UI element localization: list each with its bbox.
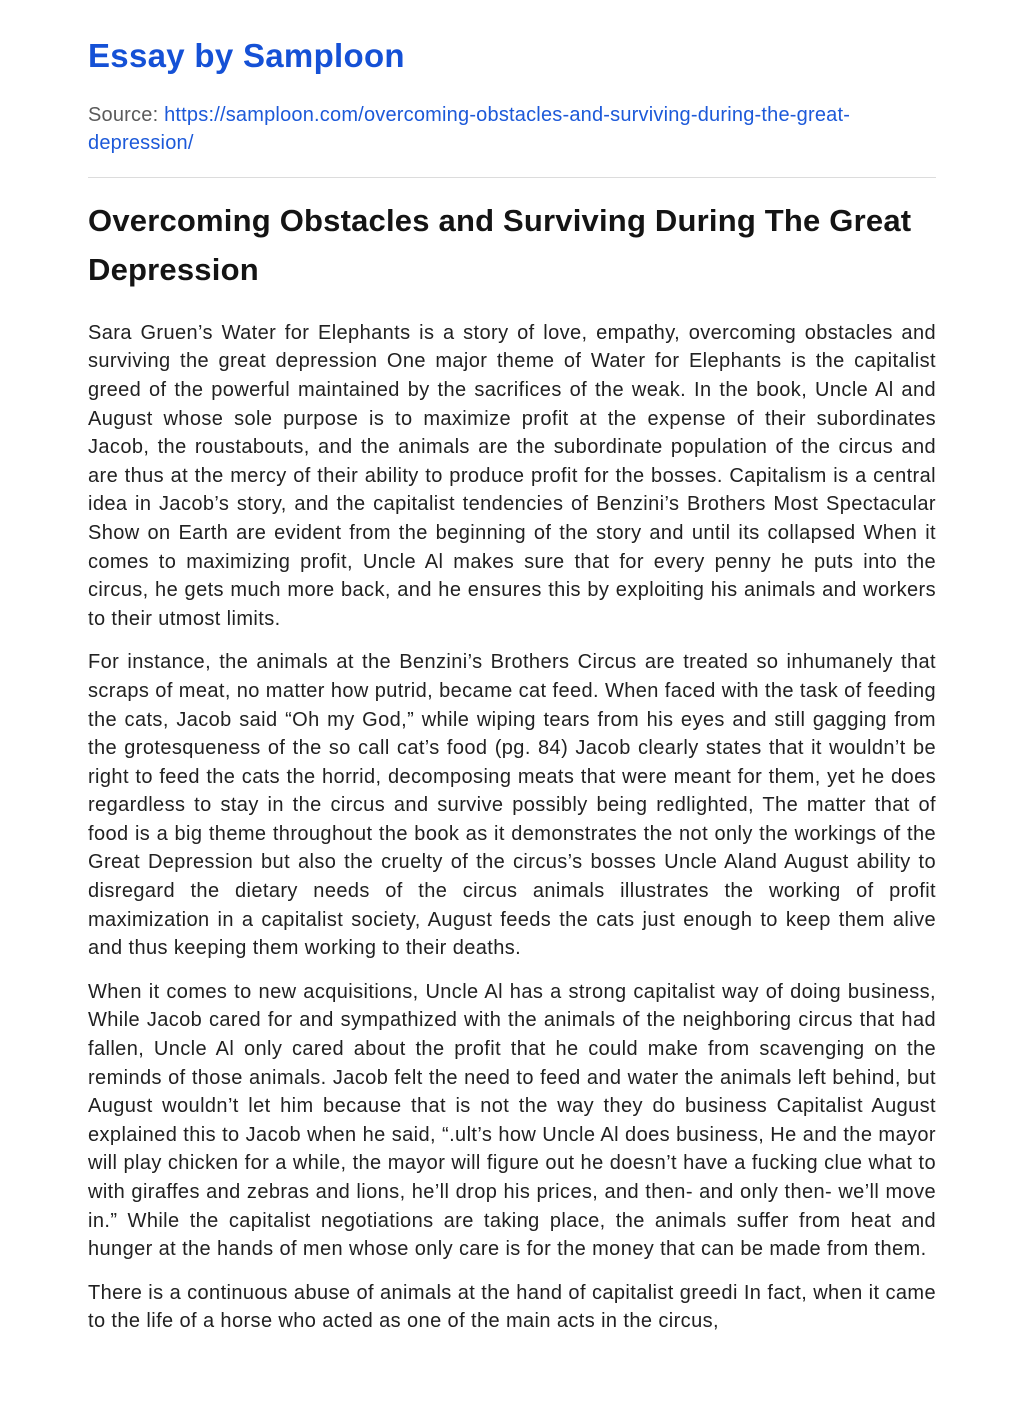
essay-body: [88, 319, 936, 1336]
essay-paragraph-4: There is a continuous abuse of animals at the hand of capitalist greedi In fact, when it came to the life of a horse who acted as one of the main acts in the circus,: [88, 1281, 936, 1333]
essay-paragraph-2: For instance, the animals at the Benzini’s Brothers Circus are treated so inhumanely that scraps of meat, no matter how putrid, became cat feed. When faced with the task of feeding the cats, Jacob said “Oh my God,” while wiping tears from his eyes and still gagging from the grotesqueness of the so call cat’s food (pg. 84) Jacob clearly states that it wouldn’t be right to feed the cats the horrid, decomposing meats that were meant for them, yet he does regardless to stay in the circus and survive possibly being redlighted, The matter that of food is a big theme throughout the book as it demonstrates the not only the workings of the Great Depression but also the cruelty of the circus’s bosses Uncle Aland August ability to disregard the dietary needs of the circus animals illustrates the working of profit maximization in a capitalist society, August feeds the cats just enough to keep them alive and thus keeping them working to their deaths.: [88, 651, 936, 960]
brand-heading: Essay by Samploon: [88, 37, 405, 74]
source-label: Source:: [88, 103, 159, 126]
source-line: [88, 101, 936, 157]
essay-paragraph-1: Sara Gruen’s Water for Elephants is a story of love, empathy, overcoming obstacles and surviving the great depression One major theme of Water for Elephants is the capitalist greed of the powerful maintained by the sacrifices of the weak. In the book, Uncle Al and August whose sole purpose is to maximize profit at the expense of their subordinates Jacob, the roustabouts, and the animals are the subordinate population of the circus and are thus at the mercy of their ability to produce profit for the bosses. Capitalism is a central idea in Jacob’s story, and the capitalist tendencies of Benzini’s Brothers Most Spectacular Show on Earth are evident from the beginning of the story and until its collapsed When it comes to maximizing profit, Uncle Al makes sure that for every penny he puts into the circus, he gets much more back, and he ensures this by exploiting his animals and workers to their utmost limits.: [88, 321, 936, 630]
essay-title: Overcoming Obstacles and Surviving During The Great Depression: [88, 202, 912, 288]
header-divider: [88, 177, 936, 178]
essay-paragraph-3: When it comes to new acquisitions, Uncle Al has a strong capitalist way of doing business, While Jacob cared for and sympathized with the animals of the neighboring circus that had fallen, Uncle Al only cared about the profit that he could make from scavenging on the reminds of those animals. Jacob felt the need to feed and water the animals left behind, but August wouldn’t let him because that is not the way they do business Capitalist August explained this to Jacob when he said, “.ult’s how Uncle Al does business, He and the mayor will play chicken for a while, the mayor will figure out he doesn’t have a fucking clue what to with giraffes and zebras and lions, he’ll drop his prices, and then- and only then- we’ll move in.” While the capitalist negotiations are taking place, the animals suffer from heat and hunger at the hands of men whose only care is for the money that can be made from them.: [88, 980, 936, 1261]
source-url-link[interactable]: https://samploon.com/overcoming-obstacles-and-surviving-during-the-great-depression/: [88, 103, 851, 154]
